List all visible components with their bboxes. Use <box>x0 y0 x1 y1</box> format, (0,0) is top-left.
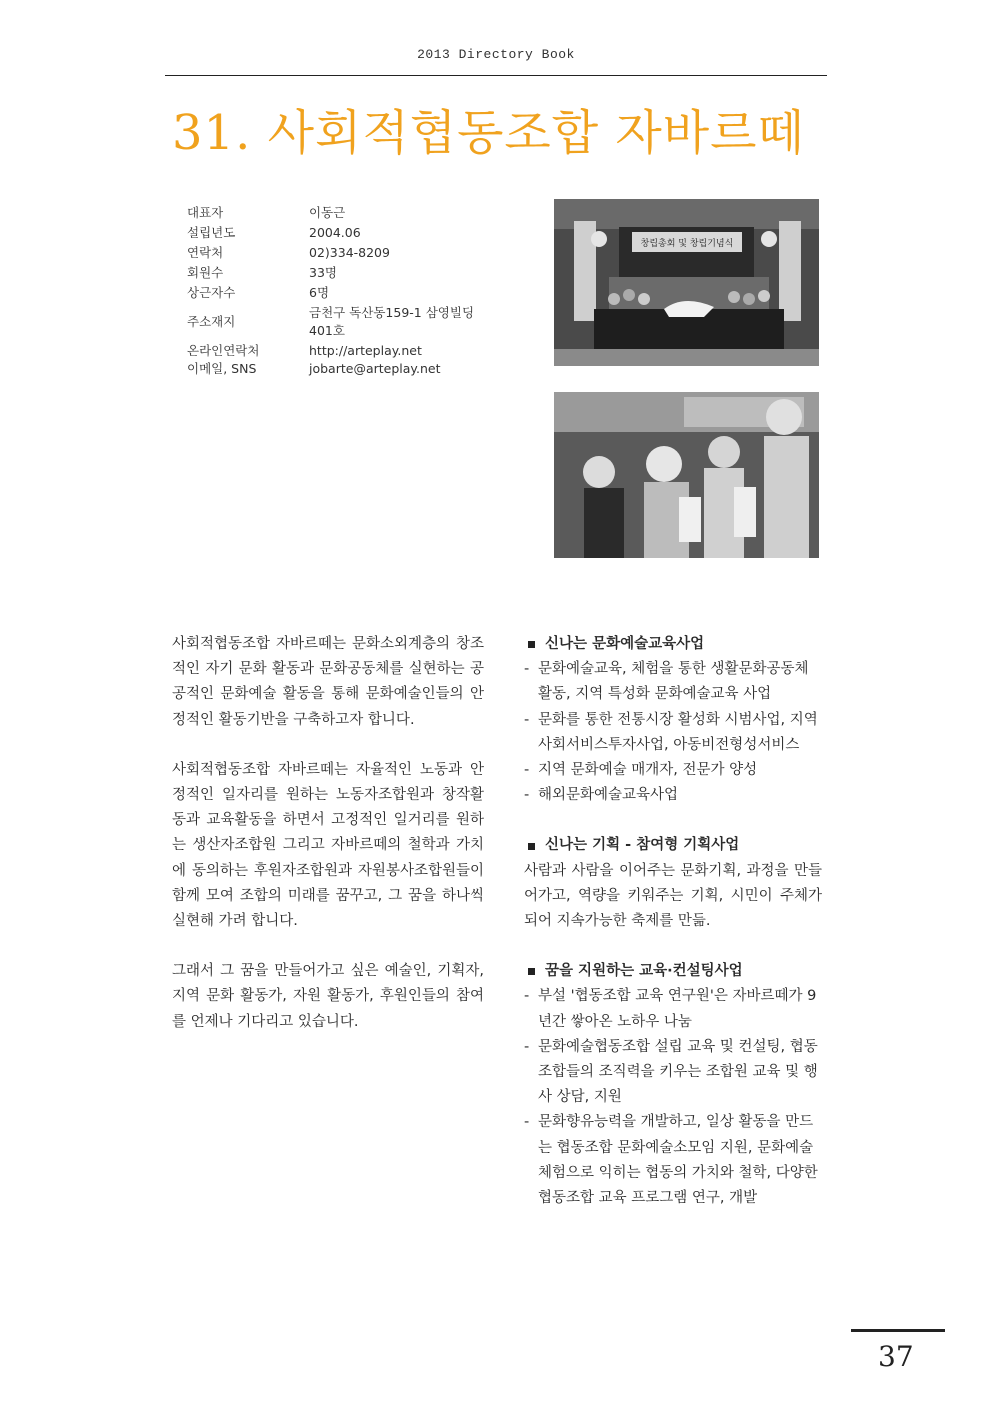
section-consulting <box>524 959 822 1211</box>
left-column <box>172 632 484 1060</box>
section-text: 사람과 사람을 이어주는 문화기획, 과정을 만들어가고, 역량을 키워주는 기획, 시민이 주체가 되어 지속가능한 축제를 만듦. <box>524 862 822 930</box>
info-value: 이동근 <box>309 205 346 220</box>
info-row-contact <box>187 243 499 263</box>
page-number: 37 <box>878 1340 914 1373</box>
page-title: 31. 사회적협동조합 자바르떼 <box>172 105 805 161</box>
children-photo-image <box>554 392 819 558</box>
square-bullet-icon <box>528 968 535 975</box>
section-heading-text: 신나는 기획 - 참여형 기획사업 <box>545 837 740 854</box>
footer-divider <box>851 1329 945 1332</box>
section-arts-education <box>524 632 822 808</box>
children-photo <box>554 392 819 558</box>
section-heading-text: 신나는 문화예술교육사업 <box>545 636 705 652</box>
list-item: - 지역 문화예술 매개자, 전문가 양성 <box>524 762 758 779</box>
group-photo <box>554 199 819 366</box>
invitation-paragraph: 그래서 그 꿈을 만들어가고 싶은 예술인, 기획자, 지역 문화 활동가, 자원 활동가, 후원인들의 참여를 언제나 기다리고 있습니다. <box>172 963 484 1030</box>
info-value: 2004.06 <box>309 225 361 240</box>
section-planning <box>524 833 822 934</box>
group-photo-image <box>554 199 819 366</box>
right-column <box>524 632 822 1236</box>
info-row-founded <box>187 223 499 243</box>
info-table <box>187 203 499 378</box>
info-value: 6명 <box>309 285 330 300</box>
list-item: - 문화예술교육, 체험을 통한 생활문화공동체 활동, 지역 특성화 문화예술교육 사업 <box>524 661 809 703</box>
intro-paragraph: 사회적협동조합 자바르떼는 문화소외계층의 창조적인 자기 문화 활동과 문화공동체를 실현하는 공공적인 문화예술 활동을 통해 문화예술인들의 안정적인 활동기반을 구축하고자 합니다. <box>172 636 484 728</box>
section-heading-text: 꿈을 지원하는 교육·컨설팅사업 <box>545 963 743 980</box>
info-label: 이메일, SNS <box>187 361 257 376</box>
list-item: - 문화를 통한 전통시장 활성화 시범사업, 지역사회서비스투자사업, 아동비전형성서비스 <box>524 711 818 753</box>
info-value: 33명 <box>309 265 337 280</box>
info-label: 연락처 <box>187 245 224 260</box>
list-item: - 문화향유능력을 개발하고, 일상 활동을 만드는 협동조합 문화예술소모임 지원, 문화예술 체험으로 익히는 협동의 가치와 철학, 다양한 협동조합 교육 프로그램 연구, 개발 <box>524 1114 818 1207</box>
list-item: - 해외문화예술교육사업 <box>524 787 679 804</box>
info-value: http://arteplay.net <box>309 343 422 358</box>
square-bullet-icon <box>528 641 535 648</box>
info-value: 02)334-8209 <box>309 245 390 260</box>
list-item: - 문화예술협동조합 설립 교육 및 컨설팅, 협동조합들의 조직력을 키우는 조합원 교육 및 행사 상담, 지원 <box>524 1038 818 1106</box>
info-row-staff <box>187 283 499 303</box>
info-label: 주소재지 <box>187 314 236 329</box>
square-bullet-icon <box>528 843 535 850</box>
section-heading <box>528 632 822 657</box>
info-value: 금천구 독산동159-1 삼영빌딩 401호 <box>309 305 475 338</box>
info-row-address <box>187 303 499 342</box>
banner-text: 창립총회 및 창립기념식 <box>640 239 734 249</box>
info-row-members <box>187 263 499 283</box>
info-label: 상근자수 <box>187 285 236 300</box>
info-row-representative <box>187 203 499 223</box>
header-divider <box>165 75 827 76</box>
info-row-email <box>187 360 499 378</box>
info-row-website <box>187 342 499 360</box>
list-item: - 부설 '협동조합 교육 연구원'은 자바르떼가 9년간 쌓아온 노하우 나눔 <box>524 988 817 1030</box>
header-title: 2013 Directory Book <box>417 47 575 62</box>
section-heading <box>528 959 822 984</box>
info-label: 회원수 <box>187 265 224 280</box>
info-value: jobarte@arteplay.net <box>309 361 441 376</box>
info-label: 온라인연락처 <box>187 343 260 358</box>
members-paragraph: 사회적협동조합 자바르떼는 자율적인 노동과 안정적인 일자리를 원하는 노동자조합원과 창작활동과 교육활동을 하면서 고정적인 일거리를 원하는 생산자조합원 그리고 자바르떼의 철학과 가치에 동의하는 후원자조합원과 자원봉사조합원들이 함께 모여 조합의 미래를 꿈꾸고, 그 꿈을 하나씩 실현해 가려 합니다. <box>172 761 484 930</box>
info-label: 대표자 <box>187 205 224 220</box>
info-label: 설립년도 <box>187 225 236 240</box>
section-heading <box>528 833 822 858</box>
